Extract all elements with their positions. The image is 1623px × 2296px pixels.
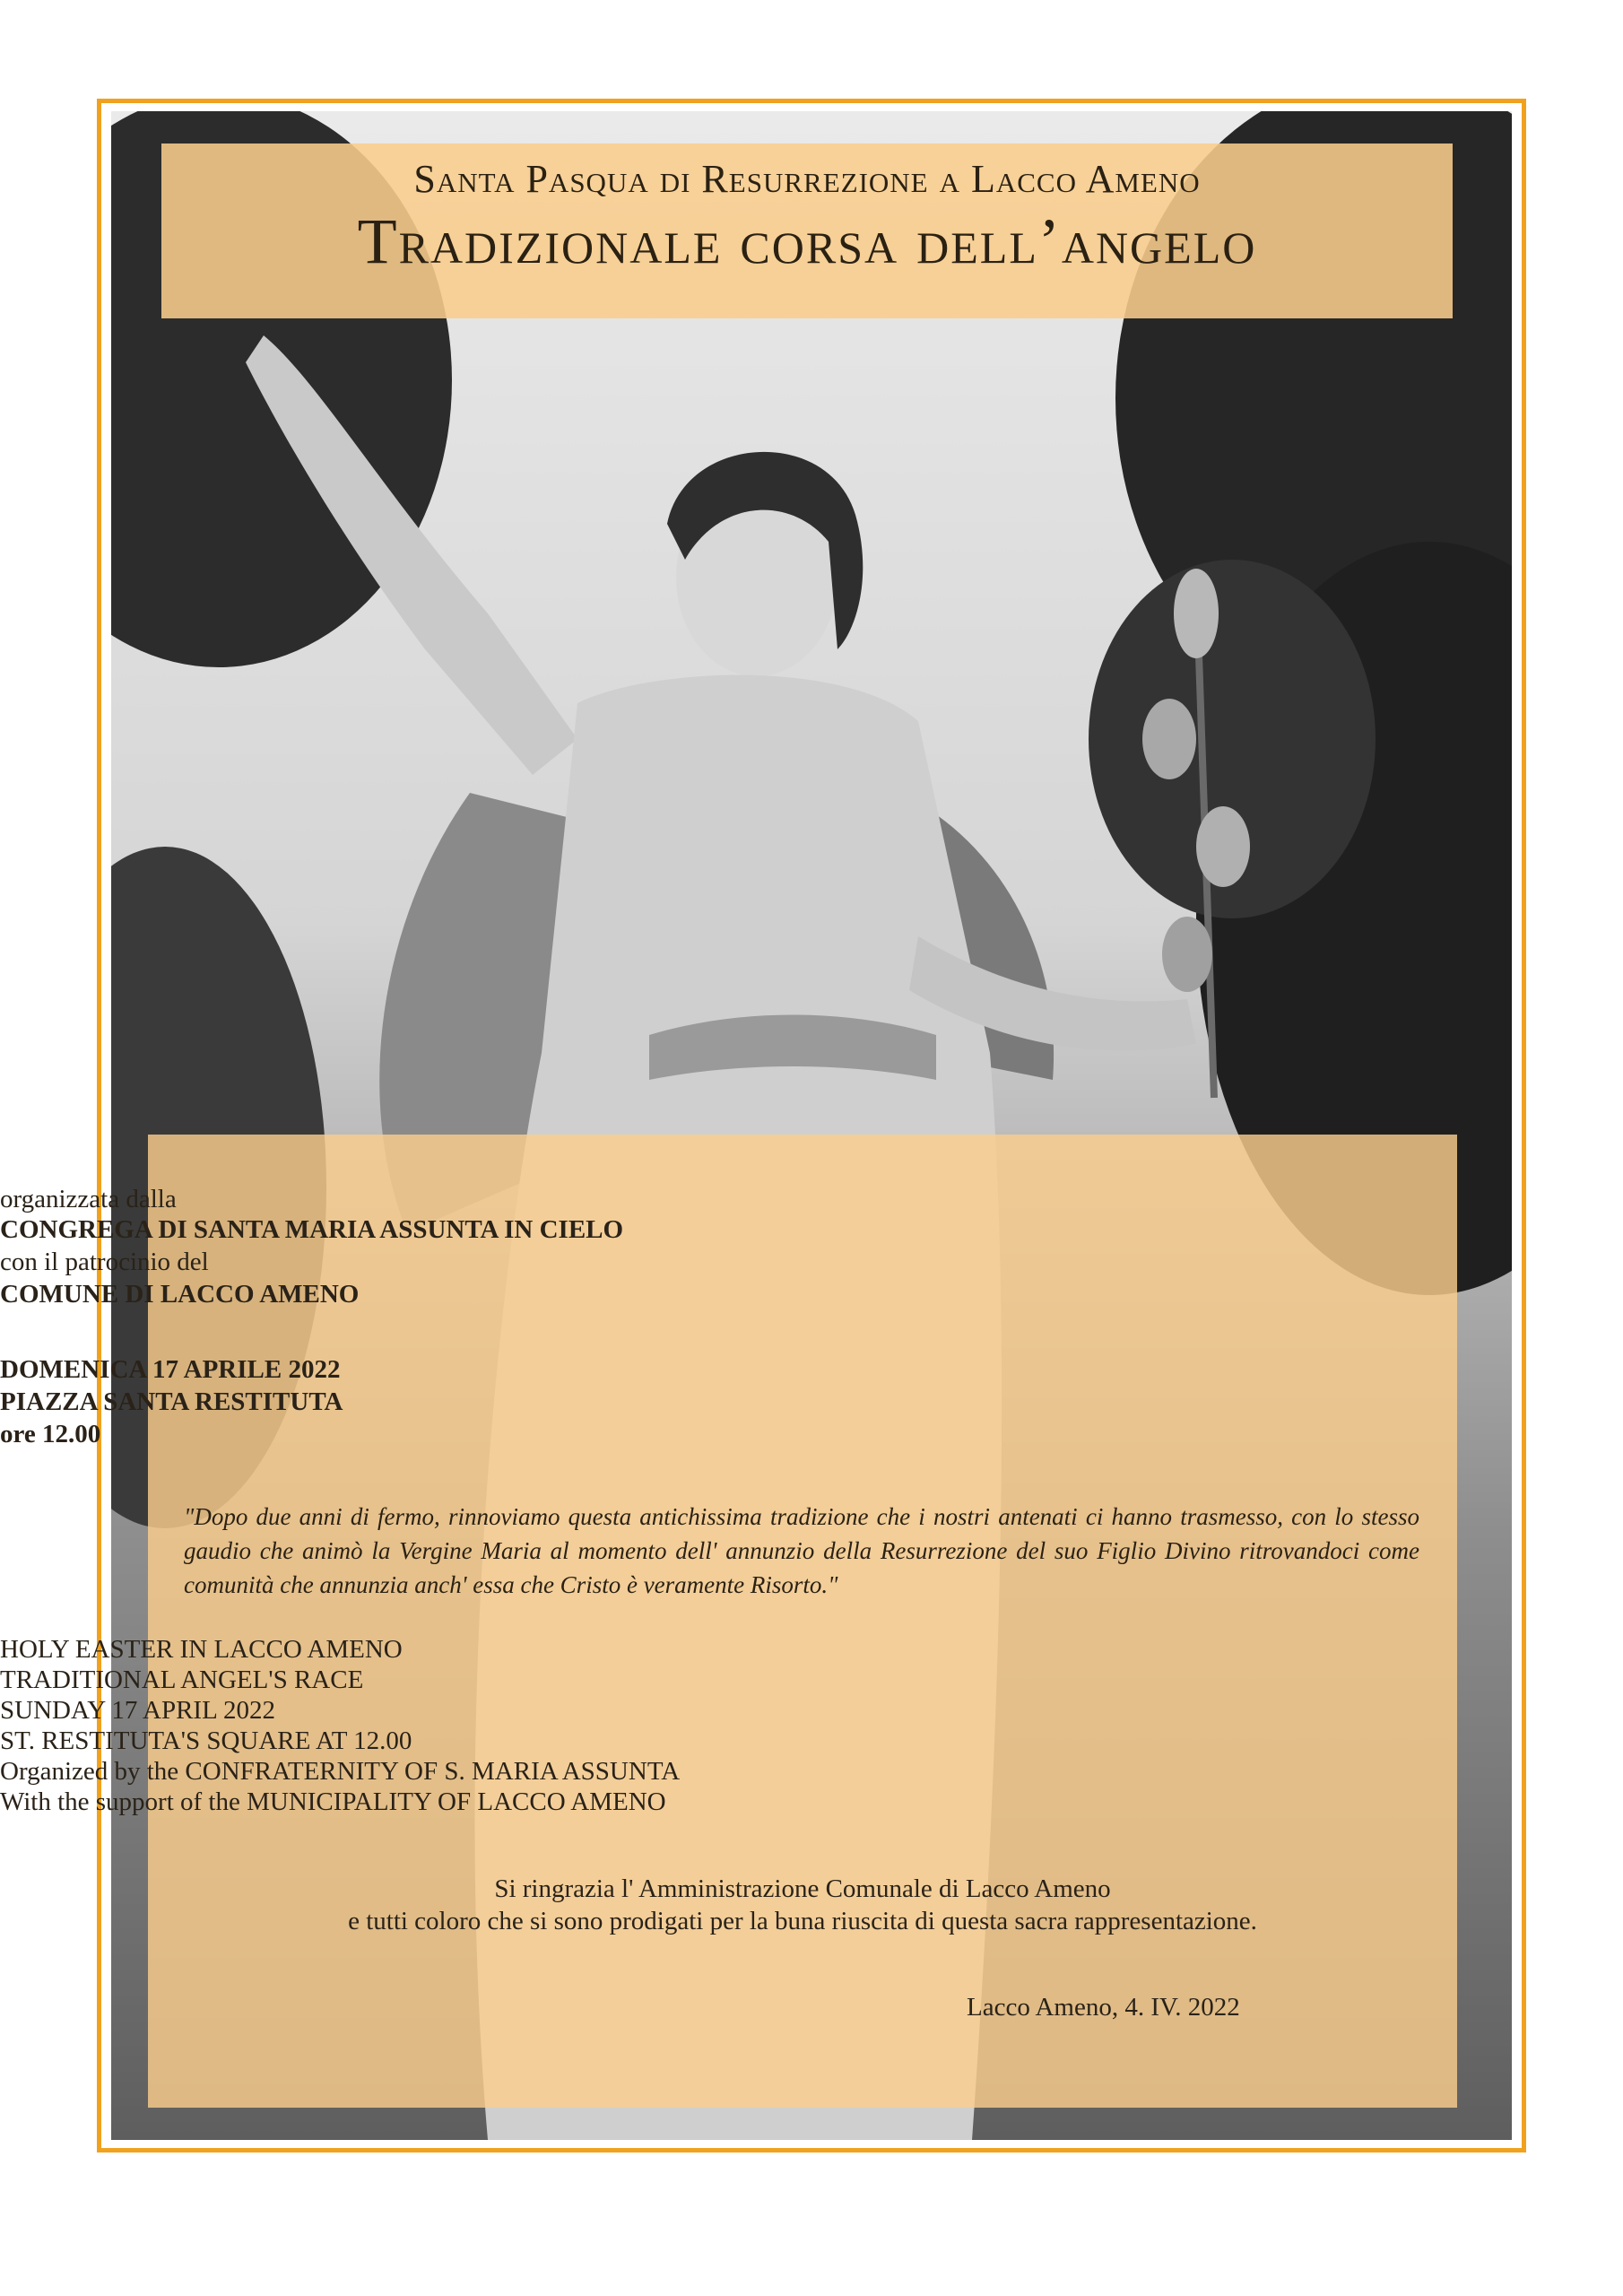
place-date-signature: Lacco Ameno, 4. IV. 2022 <box>967 1993 1240 2022</box>
event-subtitle: Santa Pasqua di Resurrezione a Lacco Ameno <box>413 157 1201 201</box>
english-line-6: With the support of the MUNICIPALITY OF LACCO AMENO <box>0 1787 666 1816</box>
english-line-4: ST. RESTITUTA'S SQUARE AT 12.00 <box>0 1726 412 1755</box>
event-place: PIAZZA SANTA RESTITUTA <box>0 1387 343 1416</box>
thanks-line-1: Si ringrazia l' Amministrazione Comunale di Lacco Ameno <box>494 1874 1111 1903</box>
quote-text: "Dopo due anni di fermo, rinnoviamo questa antichissima tradizione che i nostri antenati ci hanno trasmesso, con lo stesso gaudio che animò la Vergine Maria al momento dell' annunzio della Resurrezione del suo Figlio Divino ritrovandoci come comunità che annunzia anch' essa che Cristo è veramente Risorto." <box>184 1503 1419 1598</box>
thanks-line-2: e tutti coloro che si sono prodigati per la buna riuscita di questa sacra rappresentazione. <box>348 1907 1257 1935</box>
patronage-text: con il patrocinio del <box>0 1248 209 1276</box>
english-line-5: Organized by the CONFRATERNITY OF S. MARIA ASSUNTA <box>0 1757 681 1786</box>
title-banner <box>161 144 1453 318</box>
organized-by-text: organizzata dalla <box>0 1185 177 1213</box>
comune-name: COMUNE DI LACCO AMENO <box>0 1280 360 1309</box>
english-line-2: TRADITIONAL ANGEL'S RACE <box>0 1665 364 1694</box>
event-time: ore 12.00 <box>0 1420 101 1448</box>
event-date: DOMENICA 17 APRILE 2022 <box>0 1355 341 1384</box>
congrega-name: CONGREGA DI SANTA MARIA ASSUNTA IN CIELO <box>0 1215 624 1244</box>
english-line-1: HOLY EASTER IN LACCO AMENO <box>0 1635 403 1664</box>
english-line-3: SUNDAY 17 APRIL 2022 <box>0 1696 275 1725</box>
event-title: Tradizionale corsa dell’angelo <box>357 205 1257 277</box>
